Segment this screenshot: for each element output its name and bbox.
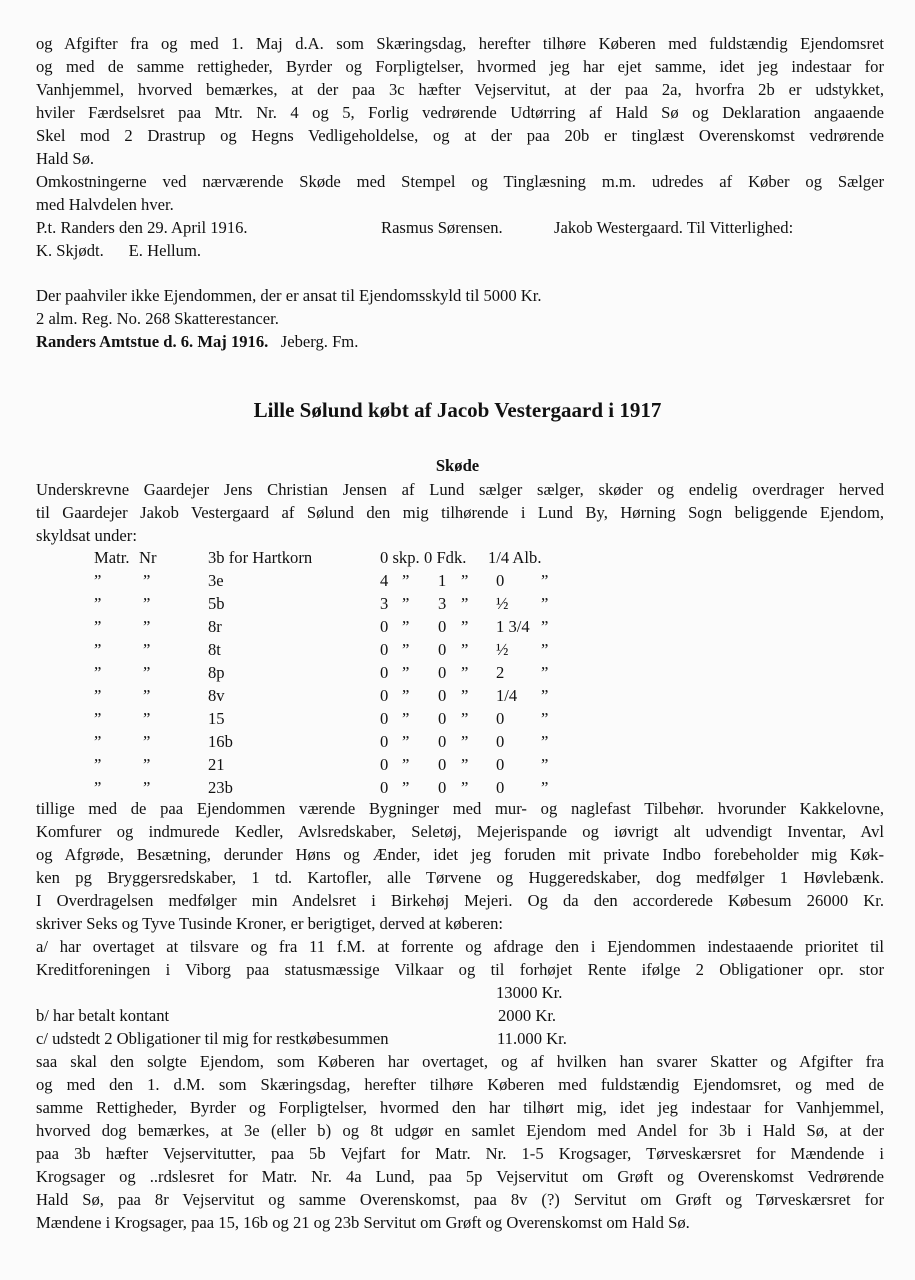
text-line: og med den 1. d.M. som Skæringsdag, herefter tilhøre Køberen med fuldstændig Ejendomsret, og med de bbox=[36, 1075, 884, 1094]
text-line: Der paahviler ikke Ejendommen, der er ansat til Ejendomsskyld til 5000 Kr. bbox=[36, 286, 542, 305]
parcel-cell-fdk: 0 Fdk. bbox=[424, 548, 467, 567]
payment-b-label: b/ har betalt kontant bbox=[36, 1006, 170, 1025]
parcel-cell-a: ” bbox=[94, 778, 102, 797]
parcel-cell-b: Nr bbox=[139, 548, 157, 567]
payment-c-label: c/ udstedt 2 Obligationer til mig for restkøbesummen bbox=[36, 1029, 389, 1048]
parcel-cell-b: ” bbox=[143, 640, 151, 659]
parcel-cell-alb: 2 bbox=[496, 663, 505, 682]
payment-c-amount: 11.000 Kr. bbox=[497, 1029, 567, 1048]
amount-a-line bbox=[36, 981, 884, 1004]
parcel-cell-q2: ” bbox=[461, 617, 469, 636]
parcel-cell-alb: 0 bbox=[496, 732, 505, 751]
parcel-cell-a: ” bbox=[94, 640, 102, 659]
parcel-cell-skp: 0 bbox=[380, 640, 389, 659]
parcel-cell-q2: ” bbox=[461, 686, 469, 705]
text-line: saa skal den solgte Ejendom, som Køberen har overtaget, og af hvilken han svarer Skatter og Afgifter fra bbox=[36, 1052, 884, 1071]
parcel-cell-q3: ” bbox=[541, 663, 549, 682]
deed-intro bbox=[36, 478, 884, 547]
parcel-cell-lot: 23b bbox=[208, 778, 233, 797]
parcel-cell-q1: ” bbox=[402, 778, 410, 797]
parcel-cell-q2: ” bbox=[461, 594, 469, 613]
text-line: hvorved dog bemærkes, at 3e (eller b) og 8t udgør en samlet Ejendom med Andel for 3b i Hald Sø, at der bbox=[36, 1121, 884, 1140]
text-line: Omkostningerne ved nærværende Skøde med Stempel og Tinglæsning m.m. udredes af Køber og Sælger bbox=[36, 172, 884, 191]
parcel-cell-fdk: 0 bbox=[438, 640, 447, 659]
parcel-cell-q3: ” bbox=[541, 571, 549, 590]
parcel-cell-q3: ” bbox=[541, 732, 549, 751]
parcel-cell-b: ” bbox=[143, 663, 151, 682]
parcel-cell-fdk: 0 bbox=[438, 686, 447, 705]
parcel-cell-q3: ” bbox=[541, 778, 549, 797]
signature-line bbox=[36, 216, 884, 239]
parcel-row bbox=[36, 592, 884, 615]
parcel-row bbox=[36, 546, 884, 569]
text-line: til Gaardejer Jakob Vestergaard af Sølund den mig tilhørende i Lund By, Hørning Sogn beliggende Ejendom, bbox=[36, 503, 884, 522]
text-line: ken pg Bryggersredskaber, 1 td. Kartofler, alle Tørvene og Huggeredskaber, dog medfølger 1 Høvlebænk. bbox=[36, 868, 884, 887]
parcel-cell-q1: ” bbox=[402, 571, 410, 590]
amount-a: 13000 Kr. bbox=[496, 983, 563, 1002]
parcel-cell-q1: ” bbox=[402, 663, 410, 682]
parcel-cell-lot: 8r bbox=[208, 617, 222, 636]
parcel-cell-b: ” bbox=[143, 594, 151, 613]
parcel-row bbox=[36, 661, 884, 684]
parcel-cell-lot: 5b bbox=[208, 594, 225, 613]
parcel-cell-b: ” bbox=[143, 617, 151, 636]
text-line: tillige med de paa Ejendommen værende Bygninger med mur- og naglefast Tilbehør. hvorunder Kakkelovne, bbox=[36, 799, 884, 818]
parcel-cell-fdk: 1 bbox=[438, 571, 447, 590]
text-line: Kreditforeningen i Viborg paa statusmæssige Vilkaar og til forhøjet Rente ifølge 2 Obligationer opr. stor bbox=[36, 960, 884, 979]
parcel-cell-skp: 0 bbox=[380, 663, 389, 682]
parcel-cell-q1: ” bbox=[402, 686, 410, 705]
parcel-cell-fdk: 0 bbox=[438, 617, 447, 636]
parcel-cell-skp: 0 skp. bbox=[380, 548, 420, 567]
parcel-cell-q3: ” bbox=[541, 594, 549, 613]
parcel-cell-skp: 0 bbox=[380, 686, 389, 705]
parcel-cell-lot: 8v bbox=[208, 686, 225, 705]
parcel-cell-alb: 0 bbox=[496, 755, 505, 774]
registry-note bbox=[36, 284, 884, 353]
parcel-cell-q2: ” bbox=[461, 755, 469, 774]
parcel-cell-alb: 1 3/4 bbox=[496, 617, 530, 636]
parcel-cell-alb: 1/4 bbox=[496, 686, 518, 705]
seller-signature: Rasmus Sørensen. bbox=[381, 218, 503, 237]
parcel-cell-a: ” bbox=[94, 617, 102, 636]
top-paragraph bbox=[36, 32, 884, 262]
parcel-cell-q3: ” bbox=[541, 686, 549, 705]
text-line: Vanhjemmel, hvorved bemærkes, at der paa 3c hæfter Vejservitut, at der paa 2a, hvorfra 2b er udstykket, bbox=[36, 80, 884, 99]
parcel-cell-skp: 3 bbox=[380, 594, 389, 613]
parcel-row bbox=[36, 684, 884, 707]
parcel-row bbox=[36, 730, 884, 753]
parcel-cell-b: ” bbox=[143, 686, 151, 705]
text-line: 2 alm. Reg. No. 268 Skatterestancer. bbox=[36, 309, 279, 328]
parcel-cell-a: ” bbox=[94, 709, 102, 728]
parcel-cell-q2: ” bbox=[461, 640, 469, 659]
parcel-row bbox=[36, 615, 884, 638]
parcel-cell-b: ” bbox=[143, 571, 151, 590]
parcel-cell-lot: 15 bbox=[208, 709, 225, 728]
parcel-row bbox=[36, 638, 884, 661]
parcel-row bbox=[36, 776, 884, 799]
parcel-cell-alb: 1/4 Alb. bbox=[488, 548, 542, 567]
parcel-cell-skp: 0 bbox=[380, 709, 389, 728]
parcel-cell-q3: ” bbox=[541, 755, 549, 774]
parcel-cell-fdk: 3 bbox=[438, 594, 447, 613]
parcel-cell-fdk: 0 bbox=[438, 663, 447, 682]
parcel-cell-a: ” bbox=[94, 732, 102, 751]
parcel-cell-q2: ” bbox=[461, 709, 469, 728]
text-line: Skel mod 2 Drastrup og Hegns Vedligeholdelse, og at der paa 20b er tinglæst Overenskomst vedrørende bbox=[36, 126, 884, 145]
parcel-cell-skp: 0 bbox=[380, 732, 389, 751]
parcel-cell-lot: 3e bbox=[208, 571, 224, 590]
parcel-cell-fdk: 0 bbox=[438, 709, 447, 728]
parcel-cell-q1: ” bbox=[402, 709, 410, 728]
parcel-row bbox=[36, 707, 884, 730]
parcel-cell-q2: ” bbox=[461, 732, 469, 751]
text-line: hviler Færdselsret paa Mtr. Nr. 4 og 5, Forlig vedrørende Udtørring af Hald Sø og Deklaration angaaende bbox=[36, 103, 884, 122]
parcel-cell-alb: 0 bbox=[496, 709, 505, 728]
text-line: Hald Sø. bbox=[36, 149, 95, 168]
parcel-cell-alb: 0 bbox=[496, 778, 505, 797]
text-line: Komfurer og indmurede Kedler, Avlsredskaber, Seletøj, Mejerispande og iøvrigt alt udvendigt Inventar, Avl bbox=[36, 822, 884, 841]
parcel-row bbox=[36, 753, 884, 776]
parcel-cell-fdk: 0 bbox=[438, 755, 447, 774]
payment-b-amount: 2000 Kr. bbox=[498, 1006, 557, 1025]
parcel-cell-q2: ” bbox=[461, 571, 469, 590]
parcel-cell-q2: ” bbox=[461, 663, 469, 682]
text-line: og Afgrøde, Besætning, derunder Høns og Ænder, idet jeg foruden mit private Indbo forebeholder mig Køk- bbox=[36, 845, 884, 864]
parcel-cell-q3: ” bbox=[541, 640, 549, 659]
witnesses: K. Skjødt. E. Hellum. bbox=[36, 241, 202, 260]
registry-office-line bbox=[36, 330, 884, 353]
text-line: og med de samme rettigheder, Byrder og Forpligtelser, hvormed jeg har ejet samme, idet jeg indestaar for bbox=[36, 57, 884, 76]
parcel-cell-lot: 16b bbox=[208, 732, 233, 751]
parcel-cell-q1: ” bbox=[402, 755, 410, 774]
parcel-cell-skp: 0 bbox=[380, 778, 389, 797]
buyer-signature: Jakob Westergaard. Til Vitterlighed: bbox=[554, 218, 794, 237]
parcel-cell-a: Matr. bbox=[94, 548, 130, 567]
payment-b-line bbox=[36, 1004, 884, 1027]
parcel-cell-b: ” bbox=[143, 732, 151, 751]
parcel-cell-alb: 0 bbox=[496, 571, 505, 590]
parcel-cell-b: ” bbox=[143, 755, 151, 774]
parcel-cell-lot: 3b for Hartkorn bbox=[208, 548, 313, 567]
parcel-cell-q3: ” bbox=[541, 709, 549, 728]
parcel-cell-q1: ” bbox=[402, 640, 410, 659]
text-line: Underskrevne Gaardejer Jens Christian Jensen af Lund sælger sælger, skøder og endelig overdrager herved bbox=[36, 480, 884, 499]
section-title: Lille Sølund købt af Jacob Vestergaard i 1917 bbox=[253, 398, 662, 422]
text-line: skriver Seks og Tyve Tusinde Kroner, er berigtiget, derved at køberen: bbox=[36, 914, 503, 933]
registry-office: Randers Amtstue d. 6. Maj 1916. bbox=[36, 332, 269, 351]
parcel-cell-a: ” bbox=[94, 663, 102, 682]
parcel-cell-skp: 0 bbox=[380, 617, 389, 636]
parcel-cell-lot: 8t bbox=[208, 640, 221, 659]
parcel-cell-b: ” bbox=[143, 778, 151, 797]
place-date: P.t. Randers den 29. April 1916. bbox=[36, 218, 248, 237]
payment-c-line bbox=[36, 1027, 884, 1050]
parcel-cell-lot: 21 bbox=[208, 755, 225, 774]
parcel-cell-q3: ” bbox=[541, 617, 549, 636]
deed-heading: Skøde bbox=[435, 456, 480, 475]
text-line: Krogsager og ..rdslesret for Matr. Nr. 4a Lund, paa 5p Vejservitut om Grøft og Overenskomst Vedrørende bbox=[36, 1167, 884, 1186]
parcel-cell-q1: ” bbox=[402, 732, 410, 751]
registry-clerk: Jeberg. Fm. bbox=[280, 332, 359, 351]
parcel-cell-q1: ” bbox=[402, 594, 410, 613]
parcel-cell-skp: 0 bbox=[380, 755, 389, 774]
text-line: skyldsat under: bbox=[36, 526, 137, 545]
parcel-cell-q1: ” bbox=[402, 617, 410, 636]
parcel-cell-q2: ” bbox=[461, 778, 469, 797]
parcel-cell-a: ” bbox=[94, 686, 102, 705]
parcel-cell-a: ” bbox=[94, 755, 102, 774]
parcel-cell-alb: ½ bbox=[496, 640, 509, 659]
parcel-row bbox=[36, 569, 884, 592]
parcel-cell-fdk: 0 bbox=[438, 778, 447, 797]
parcel-cell-alb: ½ bbox=[496, 594, 509, 613]
parcel-cell-a: ” bbox=[94, 571, 102, 590]
parcel-cell-fdk: 0 bbox=[438, 732, 447, 751]
text-line: Mændene i Krogsager, paa 15, 16b og 21 og 23b Servitut om Grøft og Overenskomst om Hald Sø. bbox=[36, 1213, 690, 1232]
text-line: a/ har overtaget at tilsvare og fra 11 f.M. at forrente og afdrage den i Ejendommen indestaaende prioritet til bbox=[36, 937, 884, 956]
parcel-table bbox=[36, 546, 884, 799]
text-line: med Halvdelen hver. bbox=[36, 195, 174, 214]
text-line: I Overdragelsen medfølger min Andelsret i Birkehøj Mejeri. Og da den accorderede Købesum 26000 Kr. bbox=[36, 891, 884, 910]
text-line: paa 3b hæfter Vejservitutter, paa 5b Vejfart for Matr. Nr. 1-5 Krogsager, Tørveskærsret for Mændende i bbox=[36, 1144, 884, 1163]
parcel-cell-lot: 8p bbox=[208, 663, 225, 682]
parcel-cell-skp: 4 bbox=[380, 571, 389, 590]
text-line: samme Rettigheder, Byrder og Forpligtelser, hvormed den har tilhørt mig, idet jeg indestaar for Vanhjemmel, bbox=[36, 1098, 884, 1117]
text-line: og Afgifter fra og med 1. Maj d.A. som Skæringsdag, herefter tilhøre Køberen med fuldstændig Ejendomsret bbox=[36, 34, 884, 53]
parcel-cell-a: ” bbox=[94, 594, 102, 613]
text-line: Hald Sø, paa 8r Vejservitut og samme Overenskomst, paa 8v (?) Servitut om Grøft og Tørveskærsret for bbox=[36, 1190, 884, 1209]
deed-body bbox=[36, 797, 884, 1234]
parcel-cell-b: ” bbox=[143, 709, 151, 728]
